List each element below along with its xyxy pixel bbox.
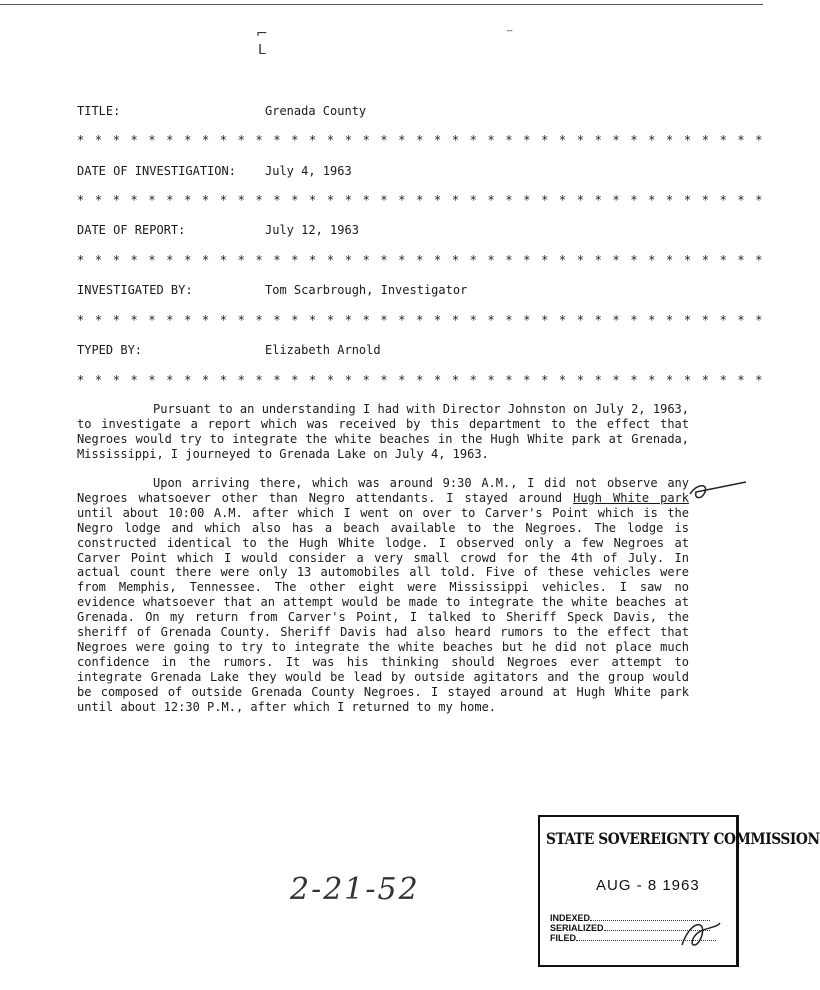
- investigated-by-label: INVESTIGATED BY:: [77, 283, 193, 297]
- underlined-hugh-white-park: Hugh White park: [573, 490, 689, 505]
- top-left-mark: ⌐: [256, 26, 268, 42]
- typed-by-field: [77, 343, 381, 357]
- stamp-indexed-label: INDEXED: [550, 913, 591, 923]
- top-edge-rule: [0, 4, 763, 5]
- handwritten-file-number: 2-21-52: [290, 872, 420, 907]
- stamp-initials-scribble: [676, 915, 726, 955]
- date-of-investigation-label: DATE OF INVESTIGATION:: [77, 164, 236, 178]
- date-of-investigation-field: [77, 164, 352, 178]
- stamp-date: AUG - 8 1963: [596, 877, 700, 894]
- stamp-serialized-label: SERIALIZED: [550, 923, 604, 933]
- paragraph-2: [77, 476, 689, 715]
- state-sovereignty-commission-stamp: [538, 815, 820, 967]
- separator: * * * * * * * * * * * * * * * * * * * * * * * * * * * * * * * * * * * * * * *: [77, 373, 765, 387]
- date-of-report-field: [77, 223, 359, 237]
- typed-by-label: TYPED BY:: [77, 343, 143, 357]
- date-of-report-label: DATE OF REPORT:: [77, 223, 186, 237]
- separator: * * * * * * * * * * * * * * * * * * * * * * * * * * * * * * * * * * * * * * *: [77, 193, 765, 207]
- stamp-header: STATE SOVEREIGNTY COMMISSION: [546, 829, 820, 848]
- stamp-filed-label: FILED: [550, 933, 576, 943]
- title-value: Grenada County: [265, 104, 367, 118]
- title-label: TITLE:: [77, 104, 121, 118]
- top-right-mark: ⁻: [506, 26, 514, 42]
- paragraph-2-text-start: Upon arriving there, which was around 9:30 A.M., I did not observe any Negroes whatsoever other than Negro attendants. I stayed around: [77, 476, 689, 505]
- investigated-by-value: Tom Scarbrough, Investigator: [265, 283, 468, 297]
- title-field: [77, 104, 366, 118]
- date-of-report-value: July 12, 1963: [265, 223, 359, 237]
- typed-by-value: Elizabeth Arnold: [265, 343, 381, 357]
- separator: * * * * * * * * * * * * * * * * * * * * * * * * * * * * * * * * * * * * * * *: [77, 313, 765, 327]
- paragraph-1-text: Pursuant to an understanding I had with Director Johnston on July 2, 1963, to investigate a report which was received by this department to the effect that Negroes would try to integrate the white beaches in the Hugh White park at Grenada, Mississippi, I journeyed to Grenada Lake on July 4, 1963.: [77, 402, 689, 461]
- top-left-mark-lower: ᒪ: [258, 42, 266, 58]
- separator: * * * * * * * * * * * * * * * * * * * * * * * * * * * * * * * * * * * * * * *: [77, 133, 765, 147]
- separator: * * * * * * * * * * * * * * * * * * * * * * * * * * * * * * * * * * * * * * *: [77, 253, 765, 267]
- paragraph-1: [77, 402, 689, 462]
- date-of-investigation-value: July 4, 1963: [265, 164, 352, 178]
- investigated-by-field: [77, 283, 467, 297]
- margin-pen-mark: [688, 478, 748, 508]
- paragraph-2-text-rest: until about 10:00 A.M. after which I went on over to Carver's Point which is the Negro lodge and which also has a beach available to the Negroes. The lodge is constructed identical to the Hugh White lodge. I observed only a few Negroes at Carver Point which I would consider a very small crowd for the 4th of July. In actual count there were only 13 automobiles all told. Five of these vehicles were from Memphis, Tennessee. The other eight were Mississippi vehicles. I saw no evidence whatsoever that an attempt would be made to integrate the white beaches at Grenada. On my return from Carver's Point, I talked to Sheriff Speck Davis, the sheriff of Grenada County. Sheriff Davis had also heard rumors to the effect that Negroes were going to try to integrate the white beaches but he did not place much confidence in the rumors. It was his thinking should Negroes ever attempt to integrate Grenada Lake they would be lead by outside agitators and the group would be composed of outside Grenada County Negroes. I stayed around at Hugh White park until about 12:30 P.M., after which I returned to my home.: [77, 505, 689, 714]
